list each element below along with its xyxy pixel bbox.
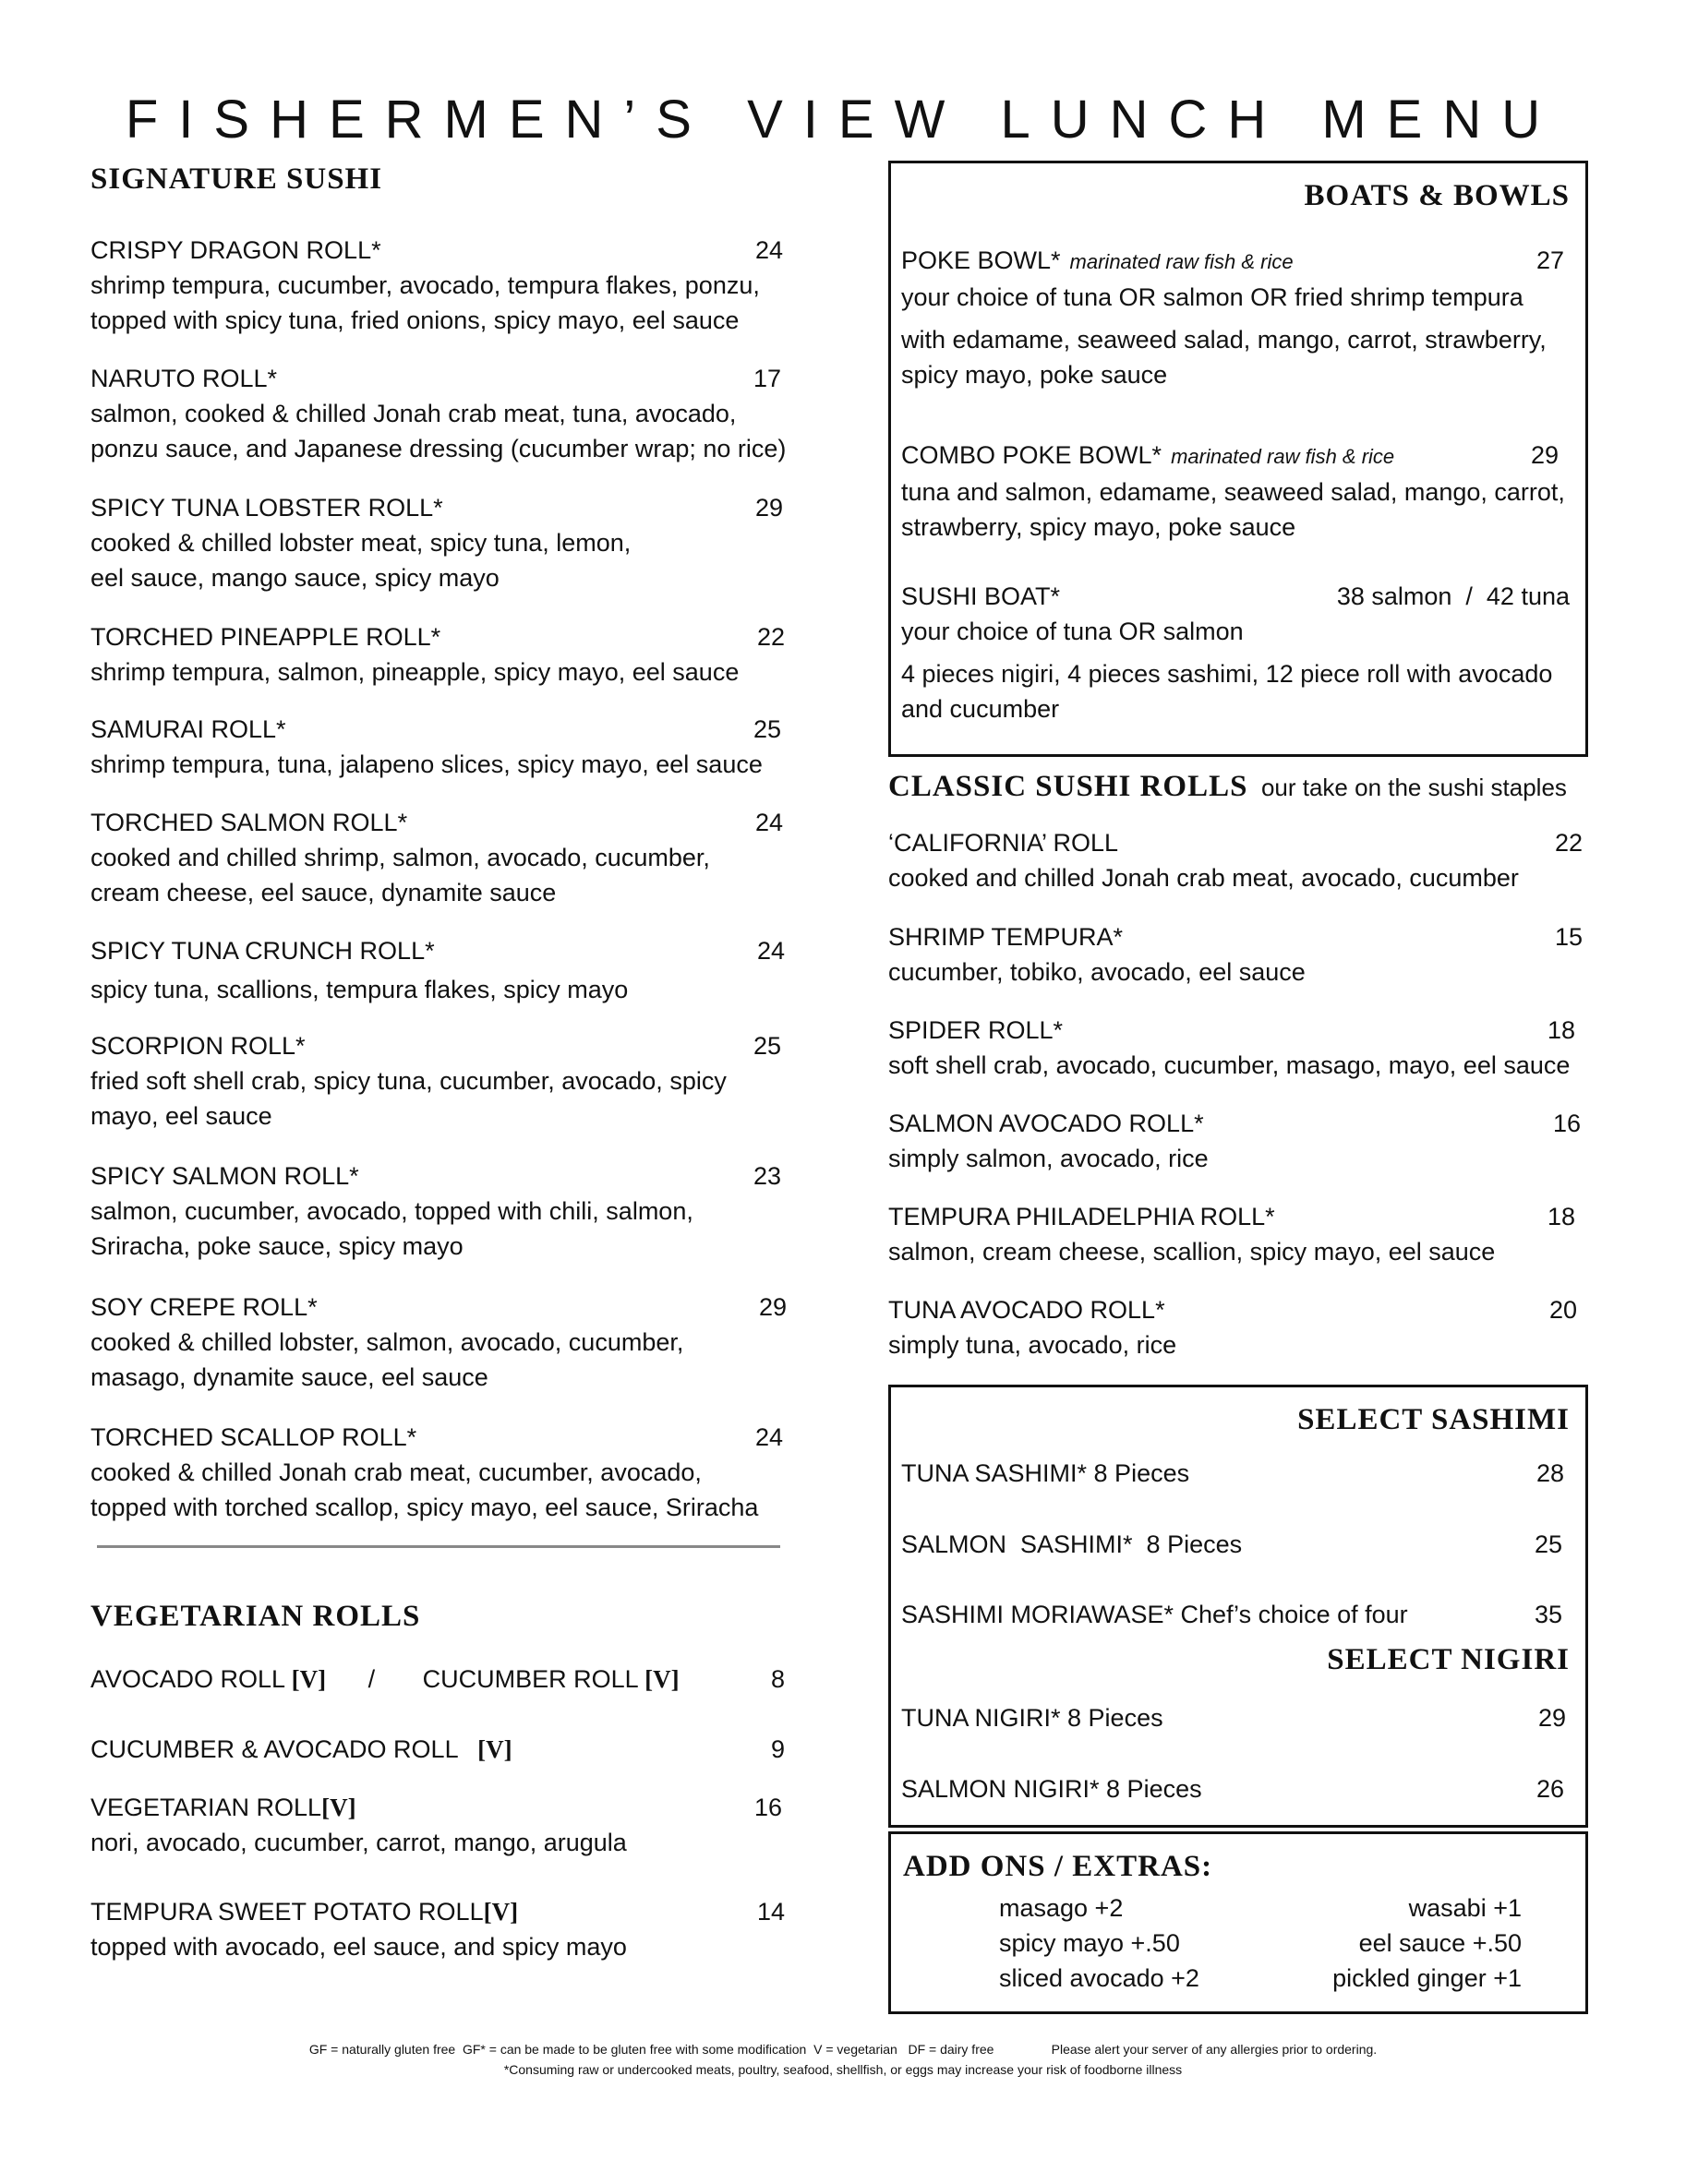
item-price: 9 bbox=[770, 1735, 785, 1763]
item-price: 24 bbox=[754, 1423, 783, 1451]
item-price: 24 bbox=[756, 937, 785, 965]
item-name: TUNA AVOCADO ROLL* bbox=[888, 1296, 1165, 1324]
item-name: TEMPURA PHILADELPHIA ROLL* bbox=[888, 1203, 1275, 1230]
menu-item bbox=[888, 1013, 1575, 1083]
vegetarian-heading: VEGETARIAN ROLLS bbox=[90, 1600, 421, 1633]
item-desc: Sriracha, poke sauce, spicy mayo bbox=[90, 1232, 464, 1260]
menu-item bbox=[901, 1597, 1562, 1632]
item-price: 20 bbox=[1548, 1296, 1577, 1324]
vegetarian-tag: [V] bbox=[291, 1665, 327, 1693]
item-desc: cooked and chilled shrimp, salmon, avocado, cucumber, bbox=[90, 844, 710, 871]
menu-title: FISHERMEN’S VIEW LUNCH MENU bbox=[125, 90, 1561, 150]
item-name: SCORPION ROLL* bbox=[90, 1032, 306, 1060]
item-name: TUNA NIGIRI* 8 Pieces bbox=[901, 1704, 1163, 1732]
nigiri-heading: SELECT NIGIRI bbox=[1327, 1643, 1570, 1676]
section-divider bbox=[97, 1545, 780, 1548]
menu-item bbox=[90, 712, 781, 782]
item-name: CUCUMBER & AVOCADO ROLL bbox=[90, 1735, 458, 1763]
item-desc: your choice of tuna OR salmon OR fried shrimp tempura bbox=[901, 283, 1523, 311]
item-price: 25 bbox=[753, 1032, 781, 1060]
item-name: TORCHED SCALLOP ROLL* bbox=[90, 1423, 417, 1451]
menu-item bbox=[90, 1790, 782, 1860]
item-price: 14 bbox=[756, 1898, 785, 1926]
item-desc: with edamame, seaweed salad, mango, carrot, strawberry, bbox=[901, 326, 1547, 354]
item-desc: salmon, cream cheese, scallion, spicy mayo, eel sauce bbox=[888, 1238, 1496, 1266]
menu-item bbox=[90, 619, 785, 690]
item-desc: topped with spicy tuna, fried onions, spicy mayo, eel sauce bbox=[90, 306, 740, 334]
item-desc: topped with avocado, eel sauce, and spicy mayo bbox=[90, 1933, 627, 1961]
item-desc: cooked & chilled lobster, salmon, avocado, cucumber, bbox=[90, 1328, 684, 1356]
item-desc: salmon, cooked & chilled Jonah crab meat, tuna, avocado, bbox=[90, 400, 737, 427]
menu-item bbox=[90, 1732, 785, 1767]
item-price: 17 bbox=[753, 365, 781, 392]
item-desc: cooked & chilled Jonah crab meat, cucumber, avocado, bbox=[90, 1458, 702, 1486]
menu-item bbox=[90, 1894, 785, 1964]
item-price: 18 bbox=[1547, 1016, 1575, 1044]
item-name: AVOCADO ROLL bbox=[90, 1665, 285, 1693]
item-desc: fried soft shell crab, spicy tuna, cucumber, avocado, spicy bbox=[90, 1067, 727, 1095]
item-desc: cooked and chilled Jonah crab meat, avocado, cucumber bbox=[888, 864, 1519, 892]
extra-item: masago +2 bbox=[999, 1894, 1124, 1922]
item-desc: shrimp tempura, tuna, jalapeno slices, spicy mayo, eel sauce bbox=[90, 750, 763, 778]
item-desc: your choice of tuna OR salmon bbox=[901, 618, 1244, 645]
item-desc: eel sauce, mango sauce, spicy mayo bbox=[90, 564, 500, 592]
item-price: 24 bbox=[754, 809, 783, 836]
menu-item bbox=[90, 805, 783, 910]
extra-item: sliced avocado +2 bbox=[999, 1964, 1199, 1992]
item-price: 25 bbox=[1534, 1530, 1562, 1558]
menu-item bbox=[901, 1456, 1564, 1491]
item-desc: cucumber, tobiko, avocado, eel sauce bbox=[888, 958, 1306, 986]
item-desc: tuna and salmon, edamame, seaweed salad, mango, carrot, bbox=[901, 478, 1565, 506]
extra-item: eel sauce +.50 bbox=[1358, 1929, 1522, 1957]
item-price: 23 bbox=[753, 1162, 781, 1190]
item-price: 38 salmon / 42 tuna bbox=[1336, 582, 1570, 610]
item-name: COMBO POKE BOWL* bbox=[901, 441, 1162, 469]
boats-heading: BOATS & BOWLS bbox=[1304, 179, 1570, 212]
item-desc: ponzu sauce, and Japanese dressing (cucumber wrap; no rice) bbox=[90, 435, 787, 462]
item-desc: mayo, eel sauce bbox=[90, 1102, 272, 1130]
item-name: TUNA SASHIMI* 8 Pieces bbox=[901, 1459, 1190, 1487]
vegetarian-tag: [V] bbox=[483, 1898, 519, 1926]
item-price: 29 bbox=[758, 1293, 787, 1321]
classic-heading-row bbox=[888, 770, 1567, 804]
item-name: SALMON AVOCADO ROLL* bbox=[888, 1110, 1204, 1137]
extras-right-list bbox=[1332, 1890, 1522, 1996]
menu-item bbox=[888, 1292, 1577, 1362]
item-note: marinated raw fish & rice bbox=[1069, 250, 1294, 273]
menu-item bbox=[888, 1106, 1581, 1176]
menu-item bbox=[901, 579, 1570, 726]
item-name: SHRIMP TEMPURA* bbox=[888, 923, 1124, 951]
extra-item: pickled ginger +1 bbox=[1332, 1964, 1522, 1992]
menu-item bbox=[90, 1662, 785, 1697]
item-price: 28 bbox=[1535, 1459, 1564, 1487]
item-desc: shrimp tempura, cucumber, avocado, tempura flakes, ponzu, bbox=[90, 271, 760, 299]
menu-item bbox=[888, 825, 1583, 895]
item-name: SALMON NIGIRI* 8 Pieces bbox=[901, 1775, 1202, 1803]
menu-item bbox=[901, 1527, 1562, 1562]
classic-heading: CLASSIC SUSHI ROLLS bbox=[888, 770, 1248, 803]
classic-subheading: our take on the sushi staples bbox=[1260, 774, 1567, 801]
item-name: SAMURAI ROLL* bbox=[90, 715, 286, 743]
item-name: POKE BOWL* bbox=[901, 246, 1061, 274]
item-name: SPICY SALMON ROLL* bbox=[90, 1162, 359, 1190]
extra-item: wasabi +1 bbox=[1408, 1894, 1522, 1922]
sashimi-heading: SELECT SASHIMI bbox=[1297, 1403, 1570, 1436]
menu-item bbox=[888, 1199, 1575, 1269]
item-desc: spicy tuna, scallions, tempura flakes, spicy mayo bbox=[90, 976, 629, 1003]
item-price: 29 bbox=[754, 494, 783, 522]
menu-item bbox=[90, 1290, 787, 1395]
item-desc: simply salmon, avocado, rice bbox=[888, 1145, 1209, 1172]
extras-heading: ADD ONS / EXTRAS: bbox=[903, 1850, 1213, 1883]
vegetarian-tag: [V] bbox=[644, 1665, 680, 1693]
item-price: 25 bbox=[753, 715, 781, 743]
item-name: SASHIMI MORIAWASE* Chef’s choice of four bbox=[901, 1601, 1408, 1628]
item-price: 35 bbox=[1534, 1601, 1562, 1628]
item-name: SOY CREPE ROLL* bbox=[90, 1293, 318, 1321]
extra-item: spicy mayo +.50 bbox=[999, 1929, 1180, 1957]
slash-separator: / bbox=[367, 1665, 376, 1693]
item-price: 22 bbox=[756, 623, 785, 651]
item-desc: spicy mayo, poke sauce bbox=[901, 361, 1168, 389]
menu-item bbox=[901, 243, 1564, 392]
menu-item bbox=[901, 1771, 1564, 1806]
menu-item bbox=[888, 919, 1583, 990]
item-price: 16 bbox=[753, 1794, 782, 1821]
menu-item bbox=[90, 490, 783, 595]
item-desc: shrimp tempura, salmon, pineapple, spicy mayo, eel sauce bbox=[90, 658, 740, 686]
item-price: 29 bbox=[1530, 441, 1559, 469]
footer-legend: GF = naturally gluten free GF* = can be made to be gluten free with some modification V = vegetarian DF = dairy free Please alert your server of any allergies prior to ordering. bbox=[308, 2042, 1378, 2057]
menu-item bbox=[90, 233, 783, 338]
item-desc: topped with torched scallop, spicy mayo, eel sauce, Sriracha bbox=[90, 1494, 759, 1521]
item-name: ‘CALIFORNIA’ ROLL bbox=[888, 829, 1119, 857]
item-desc: cooked & chilled lobster meat, spicy tuna, lemon, bbox=[90, 529, 632, 557]
item-desc: masago, dynamite sauce, eel sauce bbox=[90, 1363, 488, 1391]
item-name: SPICY TUNA LOBSTER ROLL* bbox=[90, 494, 443, 522]
item-price: 16 bbox=[1552, 1110, 1581, 1137]
item-price: 27 bbox=[1535, 246, 1564, 274]
item-price: 22 bbox=[1554, 829, 1583, 857]
item-price: 18 bbox=[1547, 1203, 1575, 1230]
menu-item bbox=[90, 1028, 781, 1134]
menu-item bbox=[901, 438, 1565, 545]
item-name: SPICY TUNA CRUNCH ROLL* bbox=[90, 937, 435, 965]
item-price: 15 bbox=[1554, 923, 1583, 951]
signature-heading: SIGNATURE SUSHI bbox=[90, 162, 383, 196]
menu-item bbox=[90, 361, 787, 466]
vegetarian-tag: [V] bbox=[321, 1794, 356, 1821]
item-desc: strawberry, spicy mayo, poke sauce bbox=[901, 513, 1296, 541]
item-name: TEMPURA SWEET POTATO ROLL bbox=[90, 1898, 484, 1926]
item-price: 24 bbox=[754, 236, 783, 264]
item-desc: and cucumber bbox=[901, 695, 1060, 723]
extras-left-list bbox=[999, 1890, 1199, 1996]
item-price: 29 bbox=[1537, 1704, 1566, 1732]
item-name: SUSHI BOAT* bbox=[901, 582, 1061, 610]
item-name: SALMON SASHIMI* 8 Pieces bbox=[901, 1530, 1243, 1558]
item-desc: 4 pieces nigiri, 4 pieces sashimi, 12 piece roll with avocado bbox=[901, 660, 1553, 688]
item-desc: salmon, cucumber, avocado, topped with chili, salmon, bbox=[90, 1197, 693, 1225]
menu-item bbox=[901, 1700, 1566, 1735]
item-name: VEGETARIAN ROLL bbox=[90, 1794, 322, 1821]
item-note: marinated raw fish & rice bbox=[1171, 445, 1395, 468]
item-price: 26 bbox=[1535, 1775, 1564, 1803]
item-price: 8 bbox=[770, 1665, 785, 1693]
item-name: CRISPY DRAGON ROLL* bbox=[90, 236, 381, 264]
item-desc: soft shell crab, avocado, cucumber, masago, mayo, eel sauce bbox=[888, 1051, 1571, 1079]
menu-item bbox=[90, 1420, 783, 1525]
item-name: NARUTO ROLL* bbox=[90, 365, 278, 392]
item-name: SPIDER ROLL* bbox=[888, 1016, 1064, 1044]
item-name: TORCHED SALMON ROLL* bbox=[90, 809, 408, 836]
menu-item bbox=[90, 1158, 781, 1264]
vegetarian-tag: [V] bbox=[477, 1735, 512, 1763]
footer-disclaimer: *Consuming raw or undercooked meats, poultry, seafood, shellfish, or eggs may increase your risk of foodborne illness bbox=[503, 2062, 1183, 2077]
item-desc: simply tuna, avocado, rice bbox=[888, 1331, 1177, 1359]
menu-item bbox=[90, 933, 785, 1007]
item-desc: nori, avocado, cucumber, carrot, mango, arugula bbox=[90, 1829, 627, 1856]
item-name: TORCHED PINEAPPLE ROLL* bbox=[90, 623, 441, 651]
item-name: CUCUMBER ROLL bbox=[422, 1665, 638, 1693]
item-desc: cream cheese, eel sauce, dynamite sauce bbox=[90, 879, 557, 906]
